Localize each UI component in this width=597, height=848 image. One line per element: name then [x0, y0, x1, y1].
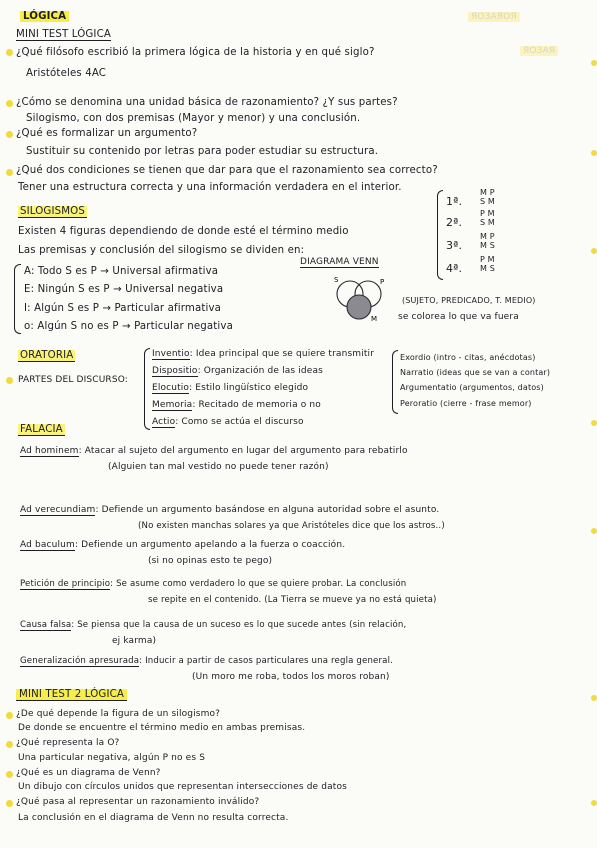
brace	[392, 350, 398, 414]
oratoria-title: ORATORIA	[20, 350, 74, 361]
fallacy: Generalización apresurada: Inducir a partir de casos particulares una regla general.	[20, 656, 393, 666]
venn-label-s: S	[334, 276, 339, 284]
margin-dot	[591, 695, 597, 701]
silogismos-text: Existen 4 figuras dependiendo de donde esté el término medio	[18, 226, 349, 237]
discourse-part: Dispositio: Organización de las ideas	[152, 366, 323, 376]
proposition-type: A: Todo S es P → Universal afirmativa	[24, 266, 219, 277]
fallacy: Ad hominem: Atacar al sujeto del argumento en lugar del argumento para rebatirlo	[20, 446, 408, 456]
venn-note: se colorea lo que va fuera	[398, 312, 519, 322]
dispositio-part: Narratio (ideas que se van a contar)	[400, 368, 551, 377]
silogismos-text: Las premisas y conclusión del silogismo se dividen en:	[18, 245, 305, 256]
bullet-dot	[6, 100, 13, 107]
venn-diagram	[326, 276, 396, 326]
answer: Tener una estructura correcta y una información verdadera en el interior.	[18, 182, 402, 193]
falacia-title: FALACIA	[20, 424, 63, 435]
answer: Aristóteles 4AC	[26, 68, 107, 79]
question: ¿De qué depende la figura de un silogismo?	[16, 709, 221, 719]
fallacy: Causa falsa: Se piensa que la causa de un suceso es lo que sucede antes (sin relación,	[20, 620, 407, 630]
oratoria-subtitle: PARTES DEL DISCURSO:	[18, 375, 128, 385]
fallacy-example: ej karma)	[112, 636, 157, 646]
bullet-dot	[6, 800, 13, 807]
brace	[144, 348, 150, 430]
bullet-dot	[6, 49, 13, 56]
fallacy-example: (Un moro me roba, todos los moros roban)	[192, 672, 390, 682]
question: ¿Qué dos condiciones se tienen que dar para que el razonamiento sea correcto?	[16, 165, 438, 176]
discourse-part: Elocutio: Estilo lingüístico elegido	[152, 383, 309, 393]
venn-label-m: M	[371, 315, 378, 323]
fallacy: Ad verecundiam: Defiende un argumento basándose en alguna autoridad sobre el asunto.	[20, 505, 440, 515]
figure-premises: P M M S	[480, 255, 495, 273]
answer: Un dibujo con círculos unidos que representan intersecciones de datos	[18, 782, 347, 792]
question: ¿Qué representa la O?	[16, 738, 120, 748]
margin-dot	[591, 150, 597, 156]
margin-dot	[591, 248, 597, 254]
bleed-through-text: ЯОЗАЯОЯ	[468, 12, 520, 22]
answer: De donde se encuentre el término medio en ambas premisas.	[18, 723, 306, 733]
proposition-type: E: Ningún S es P → Universal negativa	[24, 284, 224, 295]
figure-label: 3ª.	[446, 239, 463, 252]
bullet-dot	[6, 131, 13, 138]
silogismos-title: SILOGISMOS	[20, 206, 85, 217]
bullet-dot	[6, 377, 13, 384]
fallacy-example: se repite en el contenido. (La Tierra se mueve ya no está quieta)	[148, 595, 437, 605]
margin-dot	[591, 420, 597, 426]
dispositio-part: Argumentatio (argumentos, datos)	[400, 383, 544, 392]
brace	[437, 190, 443, 280]
discourse-part: Memoria: Recitado de memoria o no	[152, 400, 321, 410]
answer: Sustituir su contenido por letras para poder estudiar su estructura.	[26, 146, 379, 157]
brace	[14, 264, 21, 334]
question: ¿Qué es un diagrama de Venn?	[16, 768, 161, 778]
question: ¿Qué pasa al representar un razonamiento inválido?	[16, 797, 260, 807]
discourse-part: Actio: Como se actúa el discurso	[152, 417, 304, 427]
margin-dot	[591, 60, 597, 66]
fallacy-example: (si no opinas esto te pego)	[148, 556, 273, 566]
mini-test-1-title: MINI TEST LÓGICA	[16, 29, 111, 40]
answer: La conclusión en el diagrama de Venn no resulta correcta.	[18, 813, 289, 823]
dispositio-part: Exordio (intro - citas, anécdotas)	[400, 353, 536, 362]
figure-label: 4ª.	[446, 262, 463, 275]
fallacy-example: (Alguien tan mal vestido no puede tener razón)	[108, 462, 329, 472]
question: ¿Qué es formalizar un argumento?	[16, 128, 198, 139]
venn-label-p: P	[380, 278, 385, 286]
bullet-dot	[6, 771, 13, 778]
margin-dot	[591, 528, 597, 534]
bullet-dot	[6, 741, 13, 748]
fallacy-example: (No existen manchas solares ya que Aristóteles dice que los astros..)	[138, 521, 445, 531]
bullet-dot	[6, 712, 13, 719]
figure-premises: M P S M	[480, 188, 495, 206]
answer: Una particular negativa, algún P no es S	[18, 753, 206, 763]
fallacy: Ad baculum: Defiende un argumento apelando a la fuerza o coacción.	[20, 540, 346, 550]
figure-label: 2ª.	[446, 216, 463, 229]
proposition-type: I: Algún S es P → Particular afirmativa	[24, 303, 222, 314]
discourse-part: Inventio: Idea principal que se quiere transmitir	[152, 349, 375, 359]
margin-dot	[591, 800, 597, 806]
bullet-dot	[6, 169, 13, 176]
answer: Silogismo, con dos premisas (Mayor y menor) y una conclusión.	[26, 113, 361, 124]
question: ¿Qué filósofo escribió la primera lógica de la historia y en qué siglo?	[16, 47, 375, 58]
page-title: LÓGICA	[20, 11, 69, 22]
figure-premises: M P M S	[480, 232, 495, 250]
proposition-type: o: Algún S no es P → Particular negativa	[24, 321, 233, 332]
figure-premises: P M S M	[480, 209, 495, 227]
dispositio-part: Peroratio (cierre - frase memor)	[400, 399, 532, 408]
question: ¿Cómo se denomina una unidad básica de razonamiento? ¿Y sus partes?	[16, 97, 398, 108]
bleed-through-text: ЯОЗАЯ	[520, 46, 558, 56]
fallacy: Petición de principio: Se asume como verdadero lo que se quiere probar. La conclusión	[20, 579, 407, 589]
figure-label: 1ª.	[446, 195, 463, 208]
venn-title: DIAGRAMA VENN	[300, 257, 379, 267]
mini-test-2-title: MINI TEST 2 LÓGICA	[16, 689, 127, 701]
venn-note: (SUJETO, PREDICADO, T. MEDIO)	[402, 296, 536, 305]
